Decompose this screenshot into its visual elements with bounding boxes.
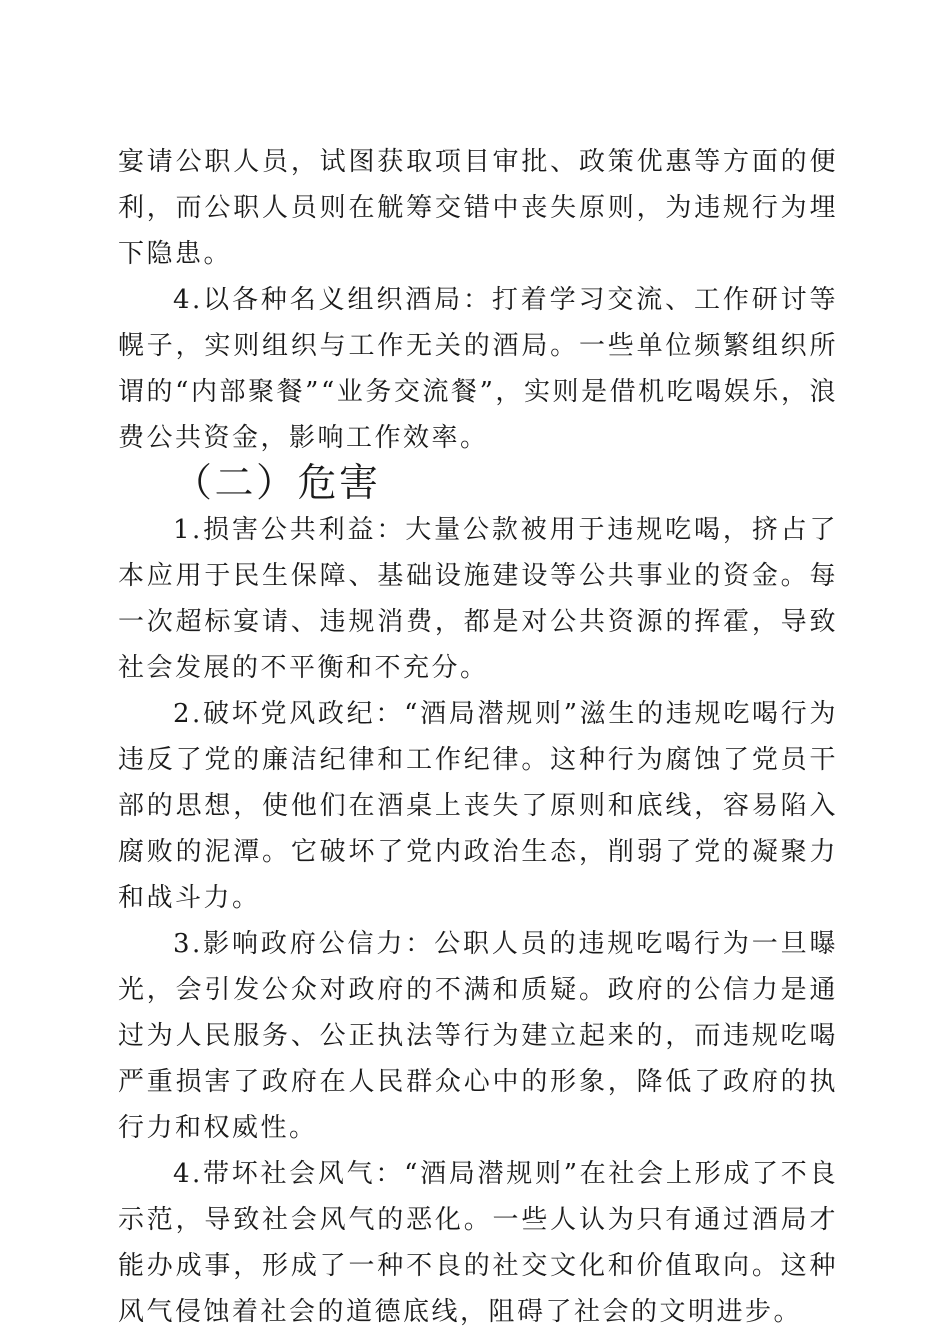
paragraph-harm-1-public-interest: 1.损害公共利益：大量公款被用于违规吃喝，挤占了本应用于民生保障、基础设施建设等公共事业的资金。每一次超标宴请、违规消费，都是对公共资源的挥霍，导致社会发展的不平衡和不充分。 xyxy=(118,515,838,683)
paragraph-harm-2-party-discipline: 2.破坏党风政纪：“酒局潜规则”滋生的违规吃喝行为违反了党的廉洁纪律和工作纪律。这种行为腐蚀了党员干部的思想，使他们在酒桌上丧失了原则和底线，容易陷入腐败的泥潭。它破坏了党内政治生态，削弱了党的凝聚力和战斗力。 xyxy=(118,699,838,913)
document-body xyxy=(118,139,838,1335)
paragraph-continuation: 宴请公职人员，试图获取项目审批、政策优惠等方面的便利，而公职人员则在觥筹交错中丧失原则，为违规行为埋下隐患。 xyxy=(118,147,838,269)
paragraph-harm-3-government-credibility: 3.影响政府公信力：公职人员的违规吃喝行为一旦曝光，会引发公众对政府的不满和质疑。政府的公信力是通过为人民服务、公正执法等行为建立起来的，而违规吃喝严重损害了政府在人民群众心中的形象，降低了政府的执行力和权威性。 xyxy=(118,929,838,1143)
paragraph-item-4-organize-banquets: 4.以各种名义组织酒局：打着学习交流、工作研讨等幌子，实则组织与工作无关的酒局。一些单位频繁组织所谓的“内部聚餐”“业务交流餐”，实则是借机吃喝娱乐，浪费公共资金，影响工作效率。 xyxy=(118,285,838,453)
paragraph-harm-4-social-atmosphere: 4.带坏社会风气：“酒局潜规则”在社会上形成了不良示范，导致社会风气的恶化。一些人认为只有通过酒局才能办成事，形成了一种不良的社交文化和价值取向。这种风气侵蚀着社会的道德底线，阻碍了社会的文明进步。 xyxy=(118,1159,838,1327)
section-heading-harms: （二）危害 xyxy=(173,461,381,506)
